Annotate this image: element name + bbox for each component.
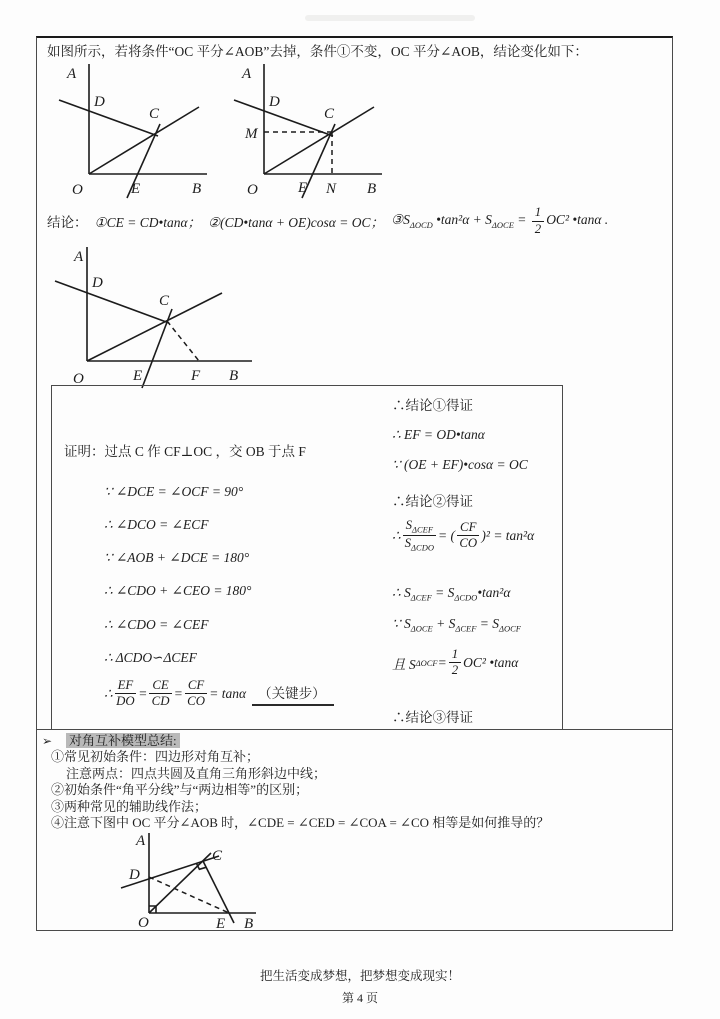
formula-text: ③S — [391, 212, 410, 228]
label-E: E — [131, 181, 141, 197]
fraction — [115, 679, 137, 709]
fraction-numerator: CE — [149, 679, 171, 694]
formula-text: ∴ — [392, 527, 401, 543]
formula-text: •tan²α + S — [432, 212, 492, 228]
proof-conclusion: ∴结论②得证 — [392, 494, 473, 509]
label-B: B — [244, 916, 254, 931]
label-E: E — [216, 916, 226, 931]
formula-text: 且 S — [392, 656, 416, 672]
label-C: C — [149, 106, 160, 122]
label-E: E — [298, 180, 308, 196]
label-O: O — [73, 371, 84, 387]
label-C: C — [324, 106, 335, 122]
proof-step: ∴ ∠DCO = ∠ECF — [104, 517, 209, 532]
formula-text: + S — [432, 616, 456, 631]
conclusion-label: 结论： — [47, 215, 88, 230]
formula-text: = — [173, 685, 183, 701]
fraction — [185, 679, 207, 709]
label-F: F — [191, 368, 201, 384]
fraction — [149, 679, 171, 709]
proof-key-step — [104, 679, 334, 709]
proof-step: ∴ ΔCDO∽ΔCEF — [104, 650, 197, 665]
fraction-numerator: CF — [457, 521, 479, 536]
summary-section — [37, 733, 667, 831]
fraction-denominator: 2 — [534, 221, 542, 236]
subscript: ΔCDO — [454, 592, 478, 603]
conclusion-item-2: ②(CD•tanα + OE)cosα = OC； — [208, 215, 384, 230]
proof-step: ∵ ∠DCE = ∠OCF = 90° — [104, 484, 244, 499]
fraction-numerator: CF — [185, 679, 207, 694]
formula-text: = tanα — [209, 685, 247, 701]
proof-step — [392, 616, 521, 634]
fraction-numerator — [403, 519, 436, 536]
formula-text: = — [513, 212, 530, 228]
line-DC — [55, 281, 169, 323]
formula-text: = — [437, 654, 447, 670]
label-N: N — [326, 181, 337, 197]
proof-conclusion: ∴结论③得证 — [392, 710, 473, 725]
worksheet-table — [36, 36, 673, 931]
label-A: A — [242, 66, 252, 82]
subscript: ΔCDO — [411, 543, 434, 554]
diagram-bisector-derivation — [91, 831, 281, 931]
summary-title: 对角互补模型总结: — [66, 733, 180, 748]
fraction — [449, 648, 461, 678]
formula-text: = — [138, 685, 148, 701]
ray-OC — [87, 293, 222, 361]
formula-text: ∵ S — [392, 616, 411, 631]
label-D: D — [269, 94, 280, 110]
label-E: E — [133, 368, 143, 384]
conclusion-line — [47, 200, 672, 242]
subscript: ΔCEF — [412, 524, 434, 535]
conclusion-item-1: ①CE = CD•tanα； — [94, 215, 202, 230]
fraction — [532, 206, 544, 236]
summary-point-3: ③两种常见的辅助线作法； — [51, 798, 208, 814]
formula-text: S — [405, 518, 412, 532]
formula-text: S — [404, 536, 412, 551]
faint-scan-artifact — [305, 15, 475, 21]
fraction-denominator — [405, 536, 434, 552]
ray-OC — [149, 853, 211, 913]
fraction-denominator: 2 — [451, 663, 459, 678]
formula-text: = S — [431, 585, 455, 600]
label-B: B — [229, 368, 239, 384]
fraction — [457, 521, 479, 551]
formula-text: = S — [476, 616, 500, 631]
label-M: M — [245, 126, 258, 142]
label-D: D — [94, 94, 105, 110]
proof-step — [392, 585, 510, 603]
table-row-divider — [37, 729, 672, 730]
formula-text: OC² •tanα . — [546, 212, 609, 228]
formula-text: = ( — [438, 527, 456, 543]
summary-point-4: ④注意下图中 OC 平分∠AOB 时，∠CDE = ∠CED = ∠COA = ∠CO 相等是如何推导的？ — [51, 815, 550, 831]
subscript: ΔCEF — [410, 592, 432, 603]
fraction-denominator: DO — [116, 694, 135, 709]
key-step-note: （关键步） — [252, 682, 334, 706]
label-O: O — [138, 915, 149, 931]
subscript: ΔOCD — [409, 219, 433, 230]
conclusion-item-3 — [391, 206, 608, 236]
label-O: O — [72, 182, 83, 198]
intro-text: 如图所示，若将条件“OC 平分∠AOB”去掉，条件①不变，OC 平分∠AOB，结论变化如下： — [47, 44, 588, 59]
proof-step: ∵ ∠AOB + ∠DCE = 180° — [104, 550, 250, 565]
summary-note: 注意两点：四点共圆及直角三角形斜边中线； — [66, 765, 327, 781]
line-DC — [59, 100, 158, 136]
subscript: ΔOCE — [491, 219, 514, 230]
proof-step — [392, 519, 534, 553]
subscript: ΔCEF — [455, 623, 477, 634]
proof-step: ∴ EF = OD•tanα — [392, 427, 485, 442]
proof-head: 证明：过点 C 作 CF⊥OC ，交 OB 于点 F — [64, 444, 306, 459]
dashed-CF — [167, 321, 199, 361]
proof-step — [392, 648, 518, 678]
fraction-numerator: 1 — [532, 206, 544, 221]
diagram-angle-no-bisector — [47, 60, 212, 200]
diagram-with-F — [47, 243, 262, 393]
fraction-denominator: CD — [151, 694, 170, 709]
fraction-numerator: 1 — [449, 648, 461, 663]
fraction — [403, 519, 436, 553]
proof-step: ∴ ∠CDO = ∠CEF — [104, 617, 209, 632]
summary-title-row — [37, 733, 667, 749]
subscript: ΔOCE — [410, 623, 433, 634]
fraction-denominator: CO — [459, 536, 478, 551]
label-A: A — [67, 66, 77, 82]
label-B: B — [192, 181, 202, 197]
subscript: ΔOCF — [415, 657, 438, 668]
label-A: A — [74, 249, 84, 265]
summary-point-1: ①常见初始条件：四边形对角互补； — [51, 749, 260, 765]
formula-text: ∴ S — [392, 585, 411, 600]
fraction-denominator: CO — [187, 694, 205, 709]
summary-point-2: ②初始条件“角平分线”与“两边相等”的区别； — [51, 782, 309, 798]
label-D: D — [92, 275, 103, 291]
proof-box — [51, 385, 563, 730]
diagram-with-MN — [212, 60, 387, 200]
formula-text: )² = tan²α — [481, 527, 535, 543]
label-C: C — [159, 293, 170, 309]
arrow-bullet-icon: ➢ — [42, 734, 53, 748]
dashed-DE — [149, 877, 229, 913]
label-A: A — [136, 833, 146, 849]
label-O: O — [247, 182, 258, 198]
proof-step: ∵ (OE + EF)•cosα = OC — [392, 457, 528, 472]
formula-text: •tan²α — [477, 585, 511, 600]
footer-motto: 把生活变成梦想，把梦想变成现实！ — [259, 969, 460, 983]
fraction-numerator: EF — [115, 679, 137, 694]
formula-text: OC² •tanα — [463, 654, 519, 670]
subscript: ΔOCF — [499, 623, 522, 634]
proof-step: ∴ ∠CDO + ∠CEO = 180° — [104, 583, 252, 598]
page-number: 第 4 页 — [341, 991, 378, 1005]
label-B: B — [367, 181, 377, 197]
formula-text: ∴ — [104, 685, 113, 701]
label-D: D — [129, 867, 140, 883]
label-C: C — [212, 848, 223, 864]
proof-conclusion: ∴结论①得证 — [392, 398, 473, 413]
